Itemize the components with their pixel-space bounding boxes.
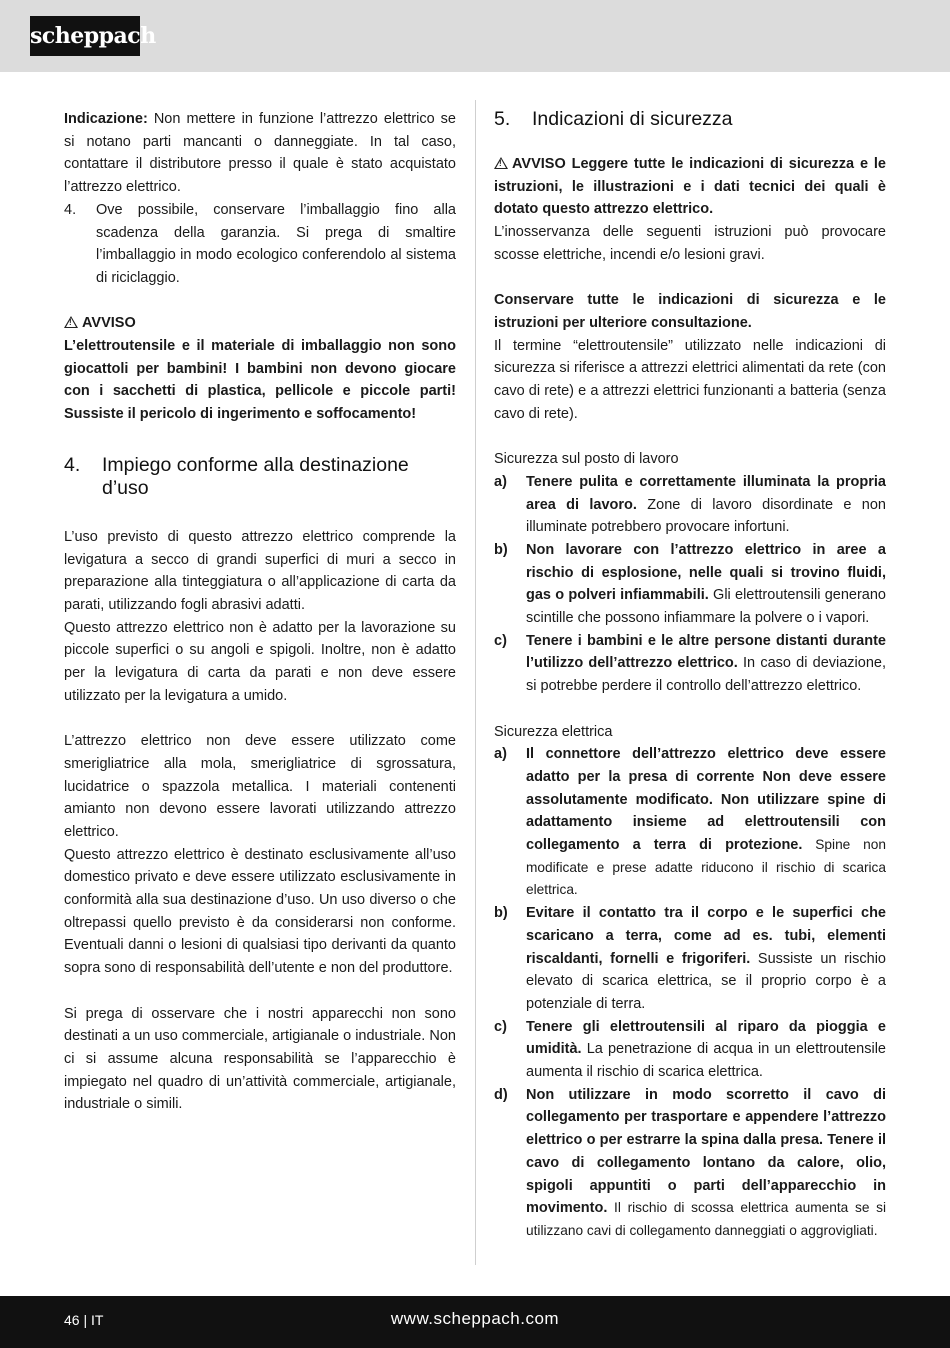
- list-label: b): [494, 905, 508, 922]
- term-definition: Il termine “elettroutensile” utilizzato nelle indicazioni di sicurezza si riferisce a attrezzi elettrici alimentati da rete (con cavo di rete) e a attrezzi elettrici funzionanti a batteria (senza cavo di rete).: [494, 337, 886, 422]
- paragraph: Si prega di osservare che i nostri apparecchi non sono destinati a un uso commerciale, artigianale o industriale. Non ci si assume alcuna responsabilità se l’apparecchio è impiegato nel quadro di un’attività commerciale, artigianale, industriale o simili.: [64, 1005, 456, 1113]
- section-number: 4.: [64, 453, 81, 476]
- electric-list: [494, 743, 886, 1242]
- electric-heading: Sicurezza elettrica: [494, 723, 613, 740]
- warning-icon: [64, 316, 78, 328]
- list-item: [494, 471, 886, 539]
- website-url: www.scheppach.com: [390, 1309, 560, 1328]
- paragraph: Questo attrezzo elettrico non è adatto per la lavorazione su piccole superfici o su angoli e spigoli. Inoltre, non è adatto per la levigatura di carta da parati e non deve essere utilizzato per la levigatura a umido.: [64, 619, 456, 704]
- list-text: Il connettore dell’attrezzo elettrico deve essere adatto per la presa di corrente Non deve essere assolutamente modificato. Non utilizzare spine di adattamento insieme ad elettroutensili con collegamento a terra di protezione. Spine non modificate e prese adatte riducono il rischio di scarica elettrica.: [526, 746, 887, 898]
- section-title: Impiego conforme alla destinazione d’uso: [102, 453, 409, 499]
- right-column: [494, 108, 886, 1243]
- warning-text: L’elettroutensile e il materiale di imballaggio non sono giocattoli per bambini! I bambini non devono giocare con i sacchetti di plastica, pellicole e piccole parti! Sussiste il pericolo di ingerimento e soffocamento!: [64, 338, 456, 423]
- header-band: [0, 0, 950, 72]
- list-text: Tenere i bambini e le altre persone distanti durante l’utilizzo dell’attrezzo elettrico. In caso di deviazione, si potrebbe perdere il controllo dell’attrezzo elettrico.: [526, 632, 886, 695]
- list-item-4: [64, 199, 456, 290]
- section-number: 5.: [494, 108, 511, 130]
- list-label: d): [494, 1086, 508, 1103]
- list-text: Evitare il contatto tra il corpo e le superfici che scaricano a terra, come ad es. tubi, elementi riscaldanti, fornelli e frigoriferi. Sussiste un rischio elevato di scarica elettrica, se il proprio corpo è a potenziale di terra.: [526, 905, 886, 1012]
- page-number: 46 | IT: [64, 1312, 104, 1328]
- note-text: Non mettere in funzione l’attrezzo elettrico se si notano parti mancanti o danneggiate. In tal caso, contattare il distributore presso il quale è stato acquistato l’attrezzo elettrico.: [64, 111, 456, 196]
- list-item: [494, 630, 886, 698]
- list-text: Ove possibile, conservare l’imballaggio fino alla scadenza della garanzia. Si prega di smaltire l’imballaggio in modo ecologico conferendolo al sistema di riciclaggio.: [96, 201, 456, 286]
- paragraph: L’attrezzo elettrico non deve essere utilizzato come smerigliatrice alla mola, smerigliatrice di sgrossatura, lucidatrice o spazzola metallica. I materiali contenenti amianto non devono essere lavorati utilizzando attrezzo elettrico.: [64, 733, 456, 840]
- list-item: [494, 902, 886, 1016]
- warning-consequence: L’inosservanza delle seguenti istruzioni può provocare scosse elettriche, incendi e/o lesioni gravi.: [494, 224, 886, 263]
- paragraph: L’uso previsto di questo attrezzo elettrico comprende la levigatura a secco di grandi superfici di muri a secco in preparazione alla tinteggiatura o all’applicazione di carta da parati, utilizzando fogli abrasivi adatti.: [64, 528, 456, 613]
- list-label: b): [494, 541, 508, 558]
- keep-instructions: Conservare tutte le indicazioni di sicurezza e le istruzioni per ulteriore consultazione.: [494, 292, 886, 331]
- list-label: a): [494, 473, 507, 490]
- warning-icon: [494, 157, 508, 169]
- left-column: [64, 108, 456, 1116]
- workplace-heading: Sicurezza sul posto di lavoro: [494, 451, 679, 468]
- list-item: [494, 743, 886, 902]
- list-text: Tenere pulita e correttamente illuminata la propria area di lavoro. Zone di lavoro disordinate e non illuminate potrebbero provocare infortuni.: [526, 473, 886, 536]
- list-text: Non lavorare con l’attrezzo elettrico in aree a rischio di esplosione, nelle quali si trovino fluidi, gas o polveri infiammabili. Gli elettroutensili generano scintille che possono infiammare la polvere o i vapori.: [526, 541, 886, 627]
- brand-logo: scheppach: [30, 16, 140, 56]
- list-item: [494, 1084, 886, 1243]
- list-number: 4.: [64, 201, 77, 218]
- footer-band: [0, 1296, 950, 1348]
- list-text: Tenere gli elettroutensili al riparo da pioggia e umidità. La penetrazione di acqua in un elettroutensile aumenta il rischio di scarica elettrica.: [526, 1018, 886, 1081]
- list-item: [494, 539, 886, 630]
- warning-paragraph: !AVVISO Leggere tutte le indicazioni di sicurezza e le istruzioni, le illustrazioni e i dati tecnici dei quali è dotato questo attrezzo elettrico.: [494, 153, 886, 221]
- list-text: Non utilizzare in modo scorretto il cavo di collegamento per trasportare e appendere l’attrezzo elettrico o per estrarre la spina dalla presa. Tenere il cavo di collegamento lontano da calore, olio, spigoli appuntiti o parti dell’apparecchio in movimento. Il rischio di scossa elettrica aumenta se si utilizzano cavi di collegamento danneggiati o aggrovigliati.: [526, 1086, 886, 1238]
- note-paragraph: [64, 108, 456, 199]
- list-label: a): [494, 746, 507, 763]
- section-title: Indicazioni di sicurezza: [532, 108, 733, 130]
- section-5-heading: [494, 108, 886, 131]
- note-label: Indicazione:: [64, 111, 148, 127]
- column-divider: [475, 100, 476, 1265]
- list-item: [494, 1016, 886, 1084]
- warning-title: !AVVISO: [64, 312, 456, 335]
- section-4-heading: [64, 454, 456, 500]
- workplace-list: [494, 471, 886, 698]
- paragraph: Questo attrezzo elettrico è destinato esclusivamente all’uso domestico privato e deve essere utilizzato esclusivamente in conformità alla sua destinazione d’uso. Un uso diverso o che oltrepassi quello previsto è da considerarsi non conforme. Eventuali danni o lesioni di qualsiasi tipo derivanti da quanto sopra sono di responsabilità dell’utente e non del produttore.: [64, 846, 456, 977]
- list-label: c): [494, 632, 507, 649]
- list-label: c): [494, 1018, 507, 1035]
